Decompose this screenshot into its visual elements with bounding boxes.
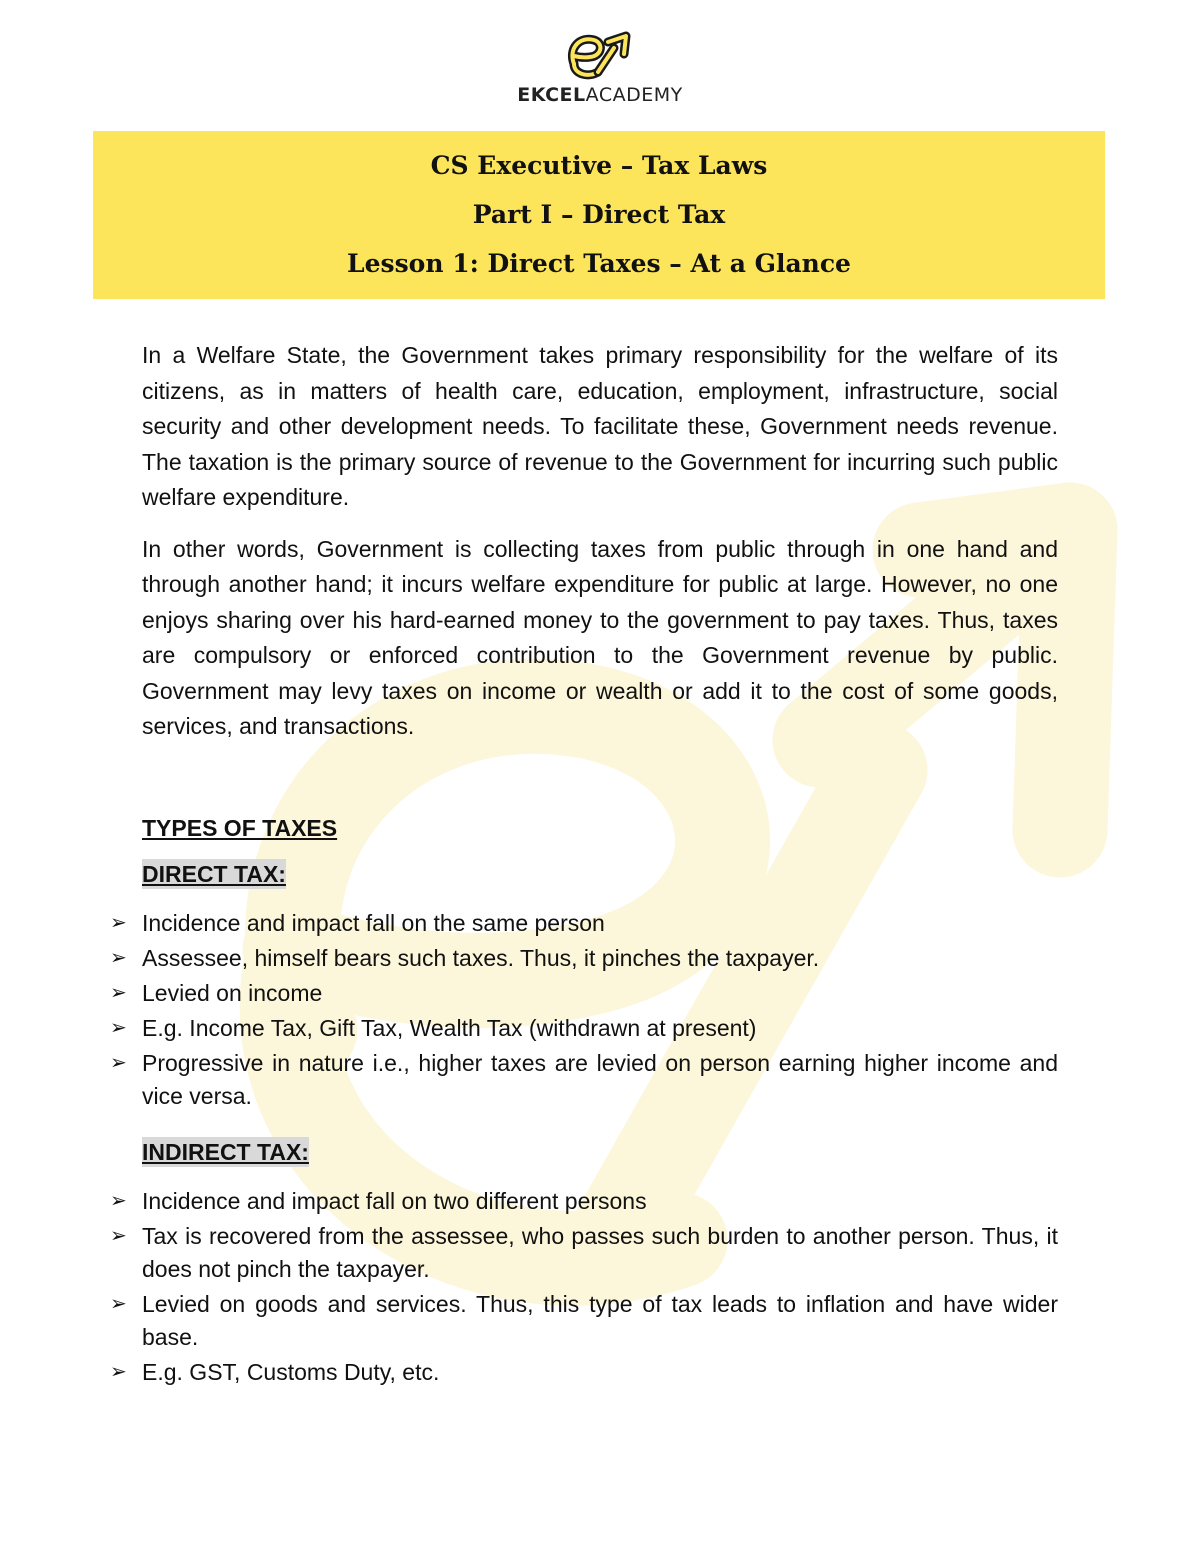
list-item: ➢ Assessee, himself bears such taxes. Thus, it pinches the taxpayer.	[72, 942, 1058, 975]
list-item: ➢ Tax is recovered from the assessee, who passes such burden to another person. Thus, it does not pinch the taxpayer.	[72, 1220, 1058, 1286]
bullet-arrow-icon: ➢	[110, 1051, 127, 1074]
bullet-arrow-icon: ➢	[110, 981, 127, 1004]
brand-name-regular: ACADEMY	[585, 84, 683, 106]
indirect-tax-heading: INDIRECT TAX:	[142, 1138, 309, 1165]
brand-name	[0, 84, 1200, 106]
intro-paragraph-2: In other words, Government is collecting taxes from public through in one hand and through another hand; it incurs welfare expenditure for public at large. However, no one enjoys sharing over his hard-earned money to the government to pay taxes. Thus, taxes are compulsory or enforced contribution to the Government revenue by public. Government may levy taxes on income or wealth or add it to the cost of some goods, services, and transactions.	[142, 535, 1058, 739]
list-item: ➢ Progressive in nature i.e., higher taxes are levied on person earning higher income and vice versa.	[72, 1047, 1058, 1113]
document-body	[110, 338, 1058, 1391]
list-item: ➢ Levied on income	[72, 977, 1058, 1010]
brand-logo	[0, 30, 1200, 106]
direct-tax-list	[110, 907, 1058, 1113]
title-line-3: Lesson 1: Direct Taxes – At a Glance	[347, 249, 851, 278]
list-item: ➢ Levied on goods and services. Thus, this type of tax leads to inflation and have wider base.	[72, 1288, 1058, 1354]
list-item: ➢ E.g. GST, Customs Duty, etc.	[72, 1356, 1058, 1389]
bullet-arrow-icon: ➢	[110, 911, 127, 934]
list-item: ➢ Incidence and impact fall on the same person	[72, 907, 1058, 940]
bullet-arrow-icon: ➢	[110, 946, 127, 969]
list-item: ➢ Incidence and impact fall on two different persons	[72, 1185, 1058, 1218]
bullet-arrow-icon: ➢	[110, 1016, 127, 1039]
bullet-arrow-icon: ➢	[110, 1224, 127, 1247]
bullet-arrow-icon: ➢	[110, 1360, 127, 1383]
bullet-arrow-icon: ➢	[110, 1189, 127, 1212]
types-of-taxes-heading: TYPES OF TAXES	[142, 814, 338, 841]
title-line-1: CS Executive – Tax Laws	[430, 151, 768, 180]
ekcel-e-arrow-logo-icon	[564, 30, 636, 82]
indirect-tax-list	[110, 1185, 1058, 1389]
brand-name-bold: EKCEL	[517, 84, 586, 106]
direct-tax-heading: DIRECT TAX:	[142, 860, 286, 887]
list-item: ➢ E.g. Income Tax, Gift Tax, Wealth Tax (withdrawn at present)	[72, 1012, 1058, 1045]
bullet-arrow-icon: ➢	[110, 1292, 127, 1315]
title-line-2: Part I – Direct Tax	[472, 200, 726, 229]
intro-paragraph-1: In a Welfare State, the Government takes primary responsibility for the welfare of its citizens, as in matters of health care, education, employment, infrastructure, social security and other development needs. To facilitate these, Government needs revenue. The taxation is the primary source of revenue to the Government for incurring such public welfare expenditure.	[142, 342, 1058, 510]
title-banner	[93, 131, 1105, 299]
